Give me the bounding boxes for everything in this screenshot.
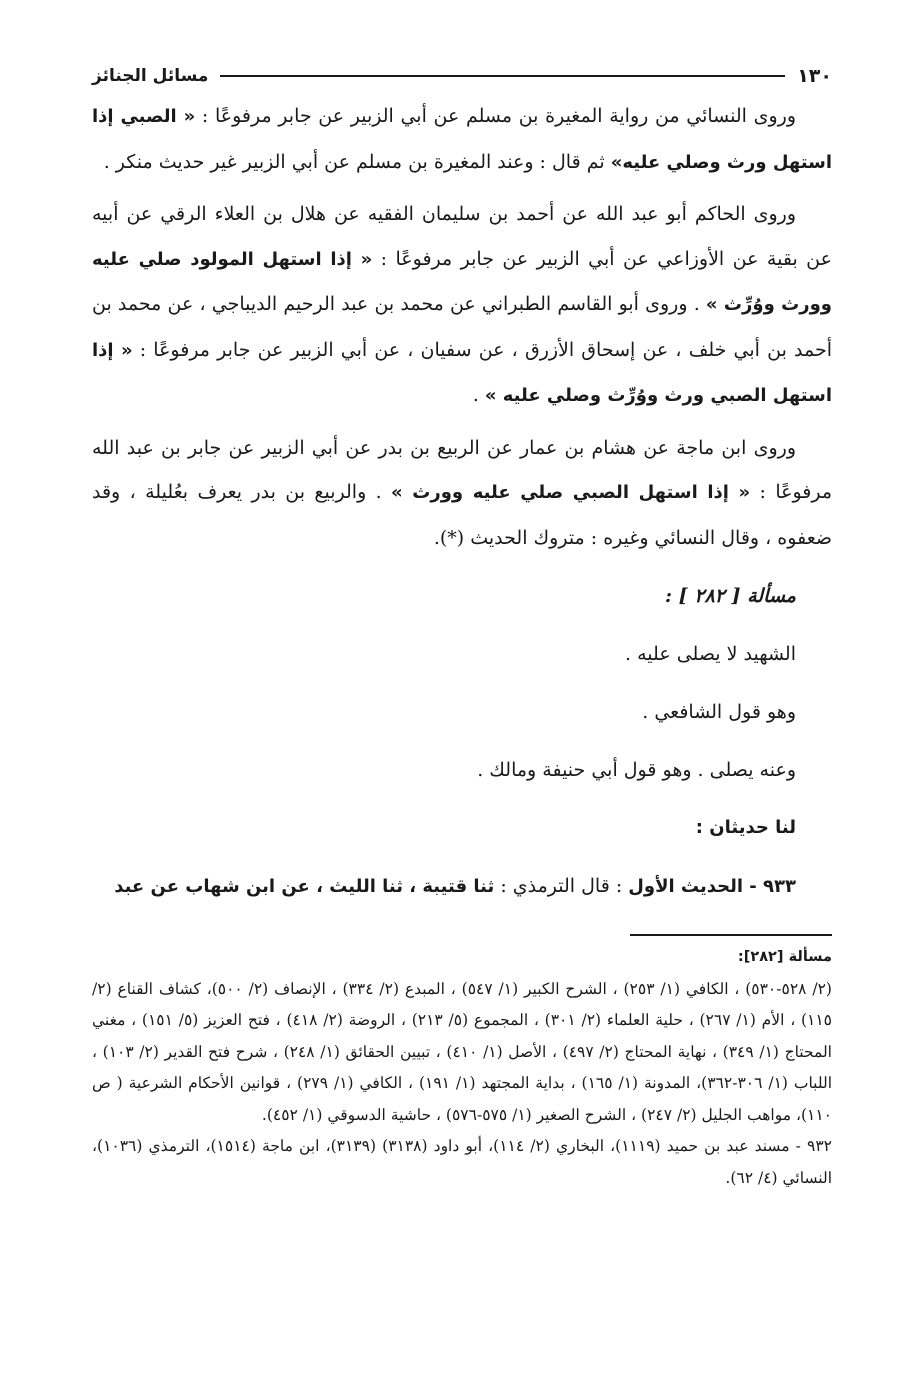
page-number: ١٣٠ bbox=[797, 65, 832, 87]
running-header bbox=[92, 58, 832, 94]
text-run: . والربيع بن بدر يعرف بعُليلة ، وقد ضعفوه ، وقال النسائي وغيره : متروك الحديث (*). bbox=[92, 481, 832, 549]
hadith-933 bbox=[92, 857, 832, 916]
ruling-line: الشهيد لا يصلى عليه . bbox=[625, 643, 796, 665]
footnote-heading: مسألة [٢٨٢]: bbox=[737, 949, 832, 965]
hadith-quote: « الصبي إذا استهل ورث وصلي عليه» bbox=[92, 106, 832, 173]
hadith-quote: « إذا استهل المولود صلي عليه وورث ووُرِّث » bbox=[92, 248, 832, 315]
paragraph-nasai bbox=[92, 94, 832, 185]
opinion-line: وهو قول الشافعي . bbox=[642, 701, 796, 723]
masala-heading: مسألة [ ٢٨٢ ] : bbox=[665, 585, 796, 607]
hadith-number: ٩٣٣ - الحديث الأول bbox=[628, 876, 796, 897]
text-run: وروى الحاكم أبو عبد الله عن أحمد بن سليمان الفقيه عن هلال بن العلاء الرقي عن أبيه عن بقية عن الأوزاعي عن أبي الزبير عن جابر مرفوعًا : bbox=[92, 203, 832, 270]
opinion-line: وعنه يصلى . وهو قول أبي حنيفة ومالك . bbox=[477, 759, 796, 781]
text-run: وروى النسائي من رواية المغيرة بن مسلم عن أبي الزبير عن جابر مرفوعًا : bbox=[195, 105, 796, 127]
text-run: . bbox=[472, 384, 485, 406]
footnote-separator bbox=[630, 934, 832, 936]
hadith-quote: « إذا استهل الصبي صلي عليه وورث » bbox=[391, 482, 751, 503]
paragraph-hakim bbox=[92, 192, 832, 419]
evidence-heading: لنا حديثان : bbox=[695, 817, 796, 838]
isnad: ثنا قتيبة ، ثنا الليث ، عن ابن شهاب عن عبد bbox=[114, 876, 495, 897]
book-page bbox=[92, 58, 832, 1348]
footnotes bbox=[92, 942, 832, 1194]
paragraph-ibn-majah bbox=[92, 426, 832, 561]
footnote-references: (٢/ ٥٢٨-٥٣٠) ، الكافي (١/ ٢٥٣) ، الشرح الكبير (١/ ٥٤٧) ، المبدع (٢/ ٣٣٤) ، الإنصاف (٢/ ٥٠٠)، كشاف القناع (٢/ ١١٥) ، الأم (١/ ٢٦٧) ، حلية العلماء (٢/ ٣٠١) ، المجموع (٥/ ٢١٣) ، الروضة (٢/ ٤١٨) ، فتح العزيز (٥/ ١٥١) ، مغني المحتاج (١/ ٣٤٩) ، نهاية المحتاج (٢/ ٤٩٧) ، الأصل (١/ ٤١٠) ، تبيين الحقائق (١/ ٢٤٨) ، شرح فتح القدير (٢/ ١٠٣) ، اللباب (١/ ٣٠٦-٣٦٢)، المدونة (١/ ١٦٥) ، بداية المجتهد (١/ ١٩١) ، الكافي (١/ ٢٧٩) ، قوانين الأحكام الشرعية ( ص ١١٠)، مواهب الجليل (٢/ ٢٤٧) ، الشرح الصغير (١/ ٥٧٥-٥٧٦) ، حاشية الدسوقي (١/ ٤٥٢). bbox=[92, 979, 833, 1124]
text-run: ثم قال : وعند المغيرة بن مسلم عن أبي الزبير غير حديث منكر . bbox=[103, 150, 611, 173]
hadith-quote: « إذا استهل الصبي ورث ووُرِّث وصلي عليه » bbox=[92, 339, 832, 406]
section-title: مسائل الجنائز bbox=[92, 66, 209, 86]
text-run: وروى ابن ماجة عن هشام بن عمار عن الربيع بن بدر عن أبي الزبير عن جابر بن عبد الله مرفوعًا : bbox=[92, 436, 833, 503]
main-text bbox=[92, 94, 832, 916]
header-rule bbox=[220, 75, 785, 77]
text-run: : قال الترمذي : bbox=[494, 875, 629, 897]
footnote-takhrij: ٩٣٢ - مسند عبد بن حميد (١١١٩)، البخاري (٢/ ١١٤)، أبو داود (٣١٣٨) (٣١٣٩)، ابن ماجة (١٥١٤)، الترمذي (١٠٣٦)، النسائي (٤/ ٦٢). bbox=[92, 1137, 832, 1187]
text-run: . وروى أبو القاسم الطبراني عن محمد بن عبد الرحيم الديباجي ، عن محمد بن أحمد بن أبي خلف ، عن إسحاق الأزرق ، عن سفيان ، عن أبي الزبير عن جابر مرفوعًا : bbox=[92, 293, 832, 361]
